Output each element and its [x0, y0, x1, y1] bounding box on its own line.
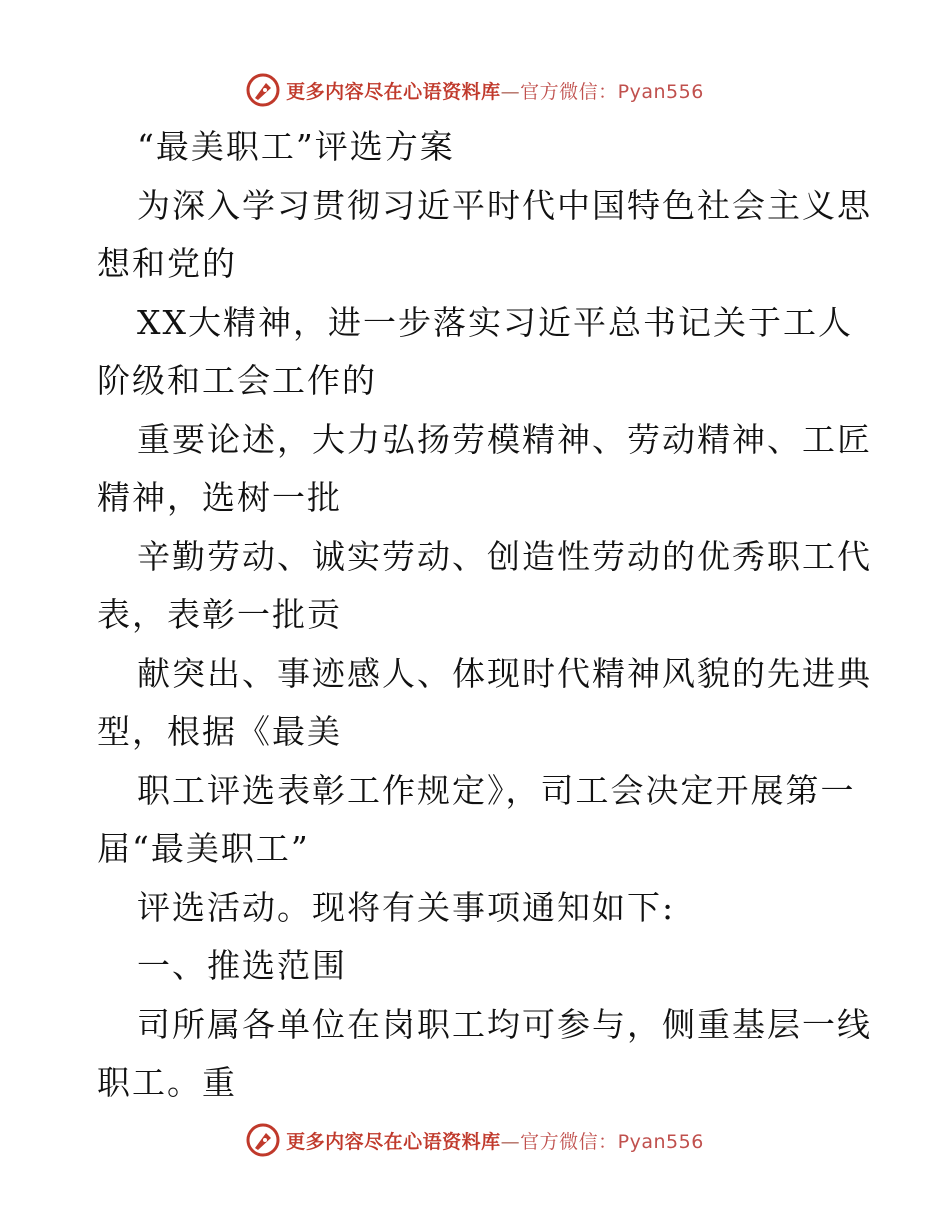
banner-main-text: 更多内容尽在心语资料库	[286, 80, 501, 103]
text-line: 为深入学习贯彻习近平时代中国特色社会主义思	[137, 185, 872, 225]
text-line: 重要论述，大力弘扬劳模精神、劳动精神、工匠	[137, 419, 872, 459]
text-line: 司所属各单位在岗职工均可参与，侧重基层一线	[137, 1004, 872, 1044]
banner-wechat-text: 官方微信：Pyan556	[520, 80, 704, 103]
footer-banner	[0, 1120, 950, 1160]
section-heading: 一、推选范围	[137, 946, 347, 985]
text-line: 想和党的	[97, 244, 237, 283]
text-line: 精神，选树一批	[97, 478, 342, 517]
text-line: 届“最美职工”	[97, 829, 310, 868]
text-line: 辛勤劳动、诚实劳动、创造性劳动的优秀职工代	[137, 536, 872, 576]
text-line: 阶级和工会工作的	[97, 361, 377, 400]
text-line: 职工评选表彰工作规定》，司工会决定开展第一	[137, 770, 856, 810]
header-banner	[0, 70, 950, 110]
text-line: 型，根据《最美	[97, 712, 342, 751]
banner-dash: —	[500, 80, 521, 103]
banner-main-text: 更多内容尽在心语资料库	[286, 1130, 501, 1153]
pen-nib-logo-icon	[246, 1123, 280, 1157]
text-line: 献突出、事迹感人、体现时代精神风貌的先进典	[137, 653, 872, 693]
banner-dash: —	[500, 1130, 521, 1153]
document-title: “最美职工”评选方案	[137, 127, 455, 166]
document-body	[97, 118, 872, 1113]
pen-nib-logo-icon	[246, 73, 280, 107]
text-line: XX大精神，进一步落实习近平总书记关于工人	[137, 302, 853, 342]
banner-wechat-text: 官方微信：Pyan556	[520, 1130, 704, 1153]
text-line: 表，表彰一批贡	[97, 595, 342, 634]
text-line: 评选活动。现将有关事项通知如下:	[137, 887, 676, 927]
text-line: 职工。重	[97, 1063, 237, 1102]
